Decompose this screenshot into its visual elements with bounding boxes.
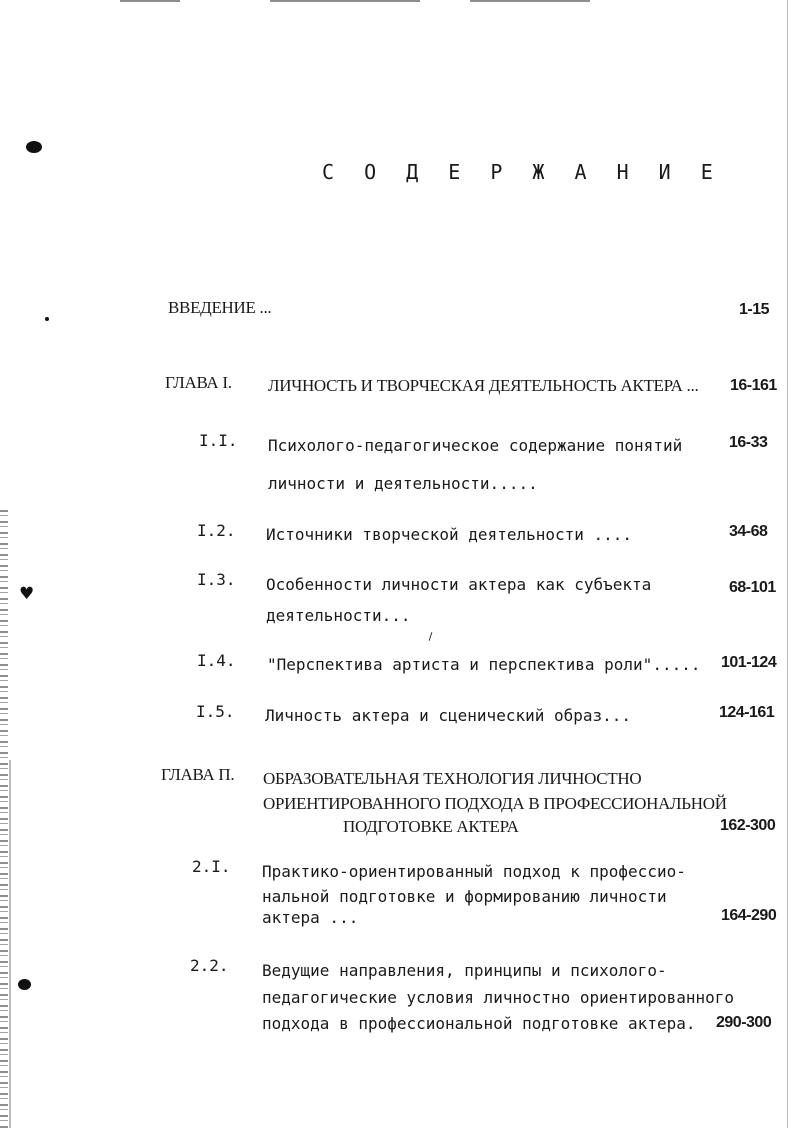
toc-entry-pages: 162-300 (720, 817, 776, 834)
punch-hole-mark (26, 141, 42, 153)
scan-speck (45, 317, 49, 321)
scan-artifact (470, 0, 590, 2)
toc-entry-label: 2.I. (192, 857, 231, 876)
toc-entry-text-line: нальной подготовке и формированию личности (262, 887, 667, 906)
page-title: С О Д Е Р Ж А Н И Е (322, 160, 722, 184)
toc-entry-pages: 34-68 (729, 523, 768, 540)
toc-entry-label: I.4. (197, 651, 236, 670)
toc-entry-text-line: педагогические условия личностно ориентированного (262, 988, 735, 1007)
toc-entry-label: I.2. (197, 521, 236, 540)
punch-hole-mark: ♥ (19, 584, 35, 604)
toc-entry-text-line: Ведущие направления, принципы и психолого- (262, 961, 667, 980)
scan-artifact (270, 0, 420, 2)
toc-entry-label: I.3. (197, 570, 236, 589)
toc-entry-text-line: личности и деятельности..... (268, 474, 538, 493)
toc-entry-pages: 16-33 (729, 434, 768, 451)
toc-entry-pages: 101-124 (721, 654, 777, 671)
scan-edge (787, 0, 788, 1128)
toc-entry-pages: 1-15 (739, 301, 770, 318)
toc-entry-pages: 124-161 (719, 704, 775, 721)
toc-entry-text-line: "Перспектива артиста и перспектива роли"..... (267, 655, 701, 674)
toc-entry-text-line: ОРИЕНТИРОВАННОГО ПОДХОДА В ПРОФЕССИОНАЛЬНОЙ (263, 794, 727, 813)
toc-entry-label: ГЛАВА П. (161, 765, 235, 784)
punch-hole-mark (18, 979, 31, 990)
toc-entry-label: I.I. (199, 431, 238, 450)
scan-edge (9, 760, 11, 1128)
toc-entry-text-line: актера ... (262, 908, 359, 927)
toc-entry-label: ГЛАВА I. (165, 373, 232, 392)
toc-entry-pages: 164-290 (721, 907, 777, 924)
toc-entry-text-line: Особенности личности актера как субъекта (266, 575, 652, 594)
scan-edge (0, 510, 8, 1128)
toc-entry-text-line: ПОДГОТОВКЕ АКТЕРА (343, 817, 519, 836)
scan-artifact (120, 0, 180, 2)
toc-entry-pages: 16-161 (730, 377, 777, 394)
toc-entry-label: I.5. (196, 702, 235, 721)
toc-entry-text-line: Источники творческой деятельности .... (266, 525, 633, 544)
toc-entry-text-line: Психолого-педагогическое содержание понятий (268, 436, 683, 455)
toc-entry-text-line: подхода в профессиональной подготовке актера. (262, 1014, 696, 1033)
toc-entry-text-line: Личность актера и сценический образ... (265, 706, 632, 725)
scan-speck (429, 632, 433, 641)
toc-entry-pages: 290-300 (716, 1014, 772, 1031)
toc-entry-text-line: Практико-ориентированный подход к профессио- (262, 862, 686, 881)
toc-entry-text-line: ОБРАЗОВАТЕЛЬНАЯ ТЕХНОЛОГИЯ ЛИЧНОСТНО (263, 769, 642, 788)
toc-entry-text: ЛИЧНОСТЬ И ТВОРЧЕСКАЯ ДЕЯТЕЛЬНОСТЬ АКТЕРА ... (268, 376, 699, 395)
toc-entry-label: 2.2. (190, 956, 229, 975)
toc-entry-text: ВВЕДЕНИЕ ... (168, 298, 272, 317)
toc-entry-pages: 68-101 (729, 579, 776, 596)
toc-entry-text-line: деятельности... (266, 606, 411, 625)
